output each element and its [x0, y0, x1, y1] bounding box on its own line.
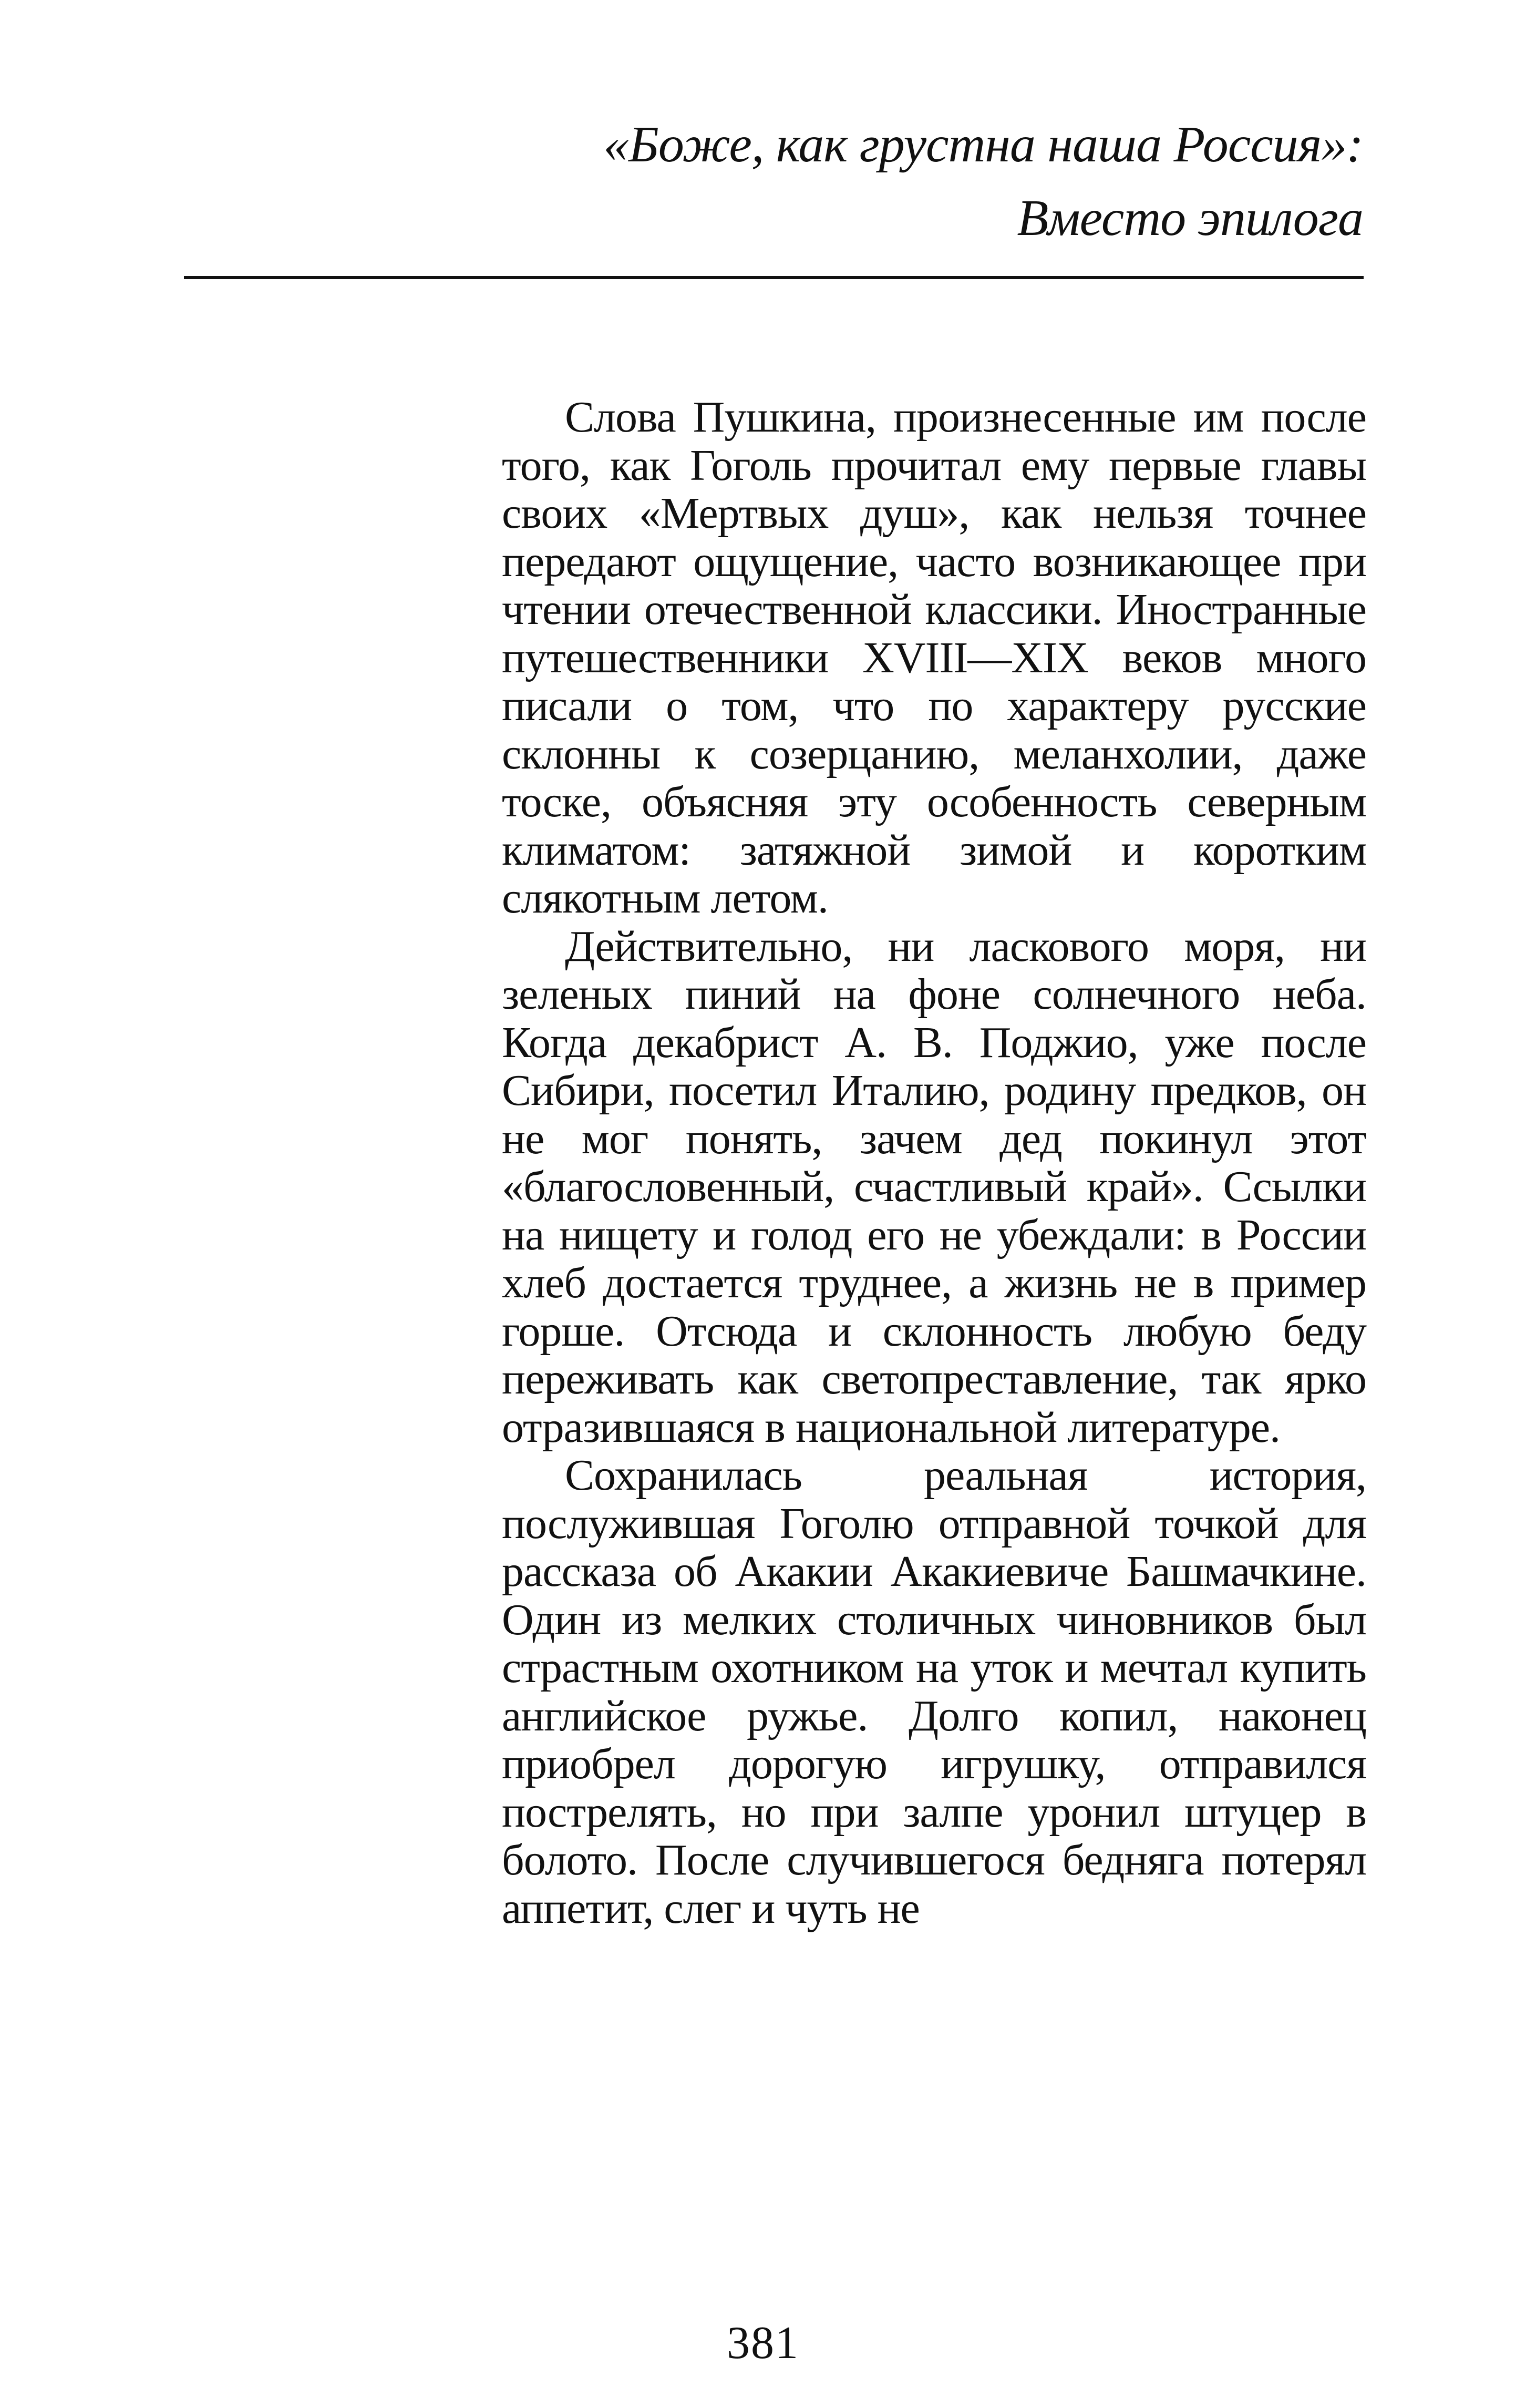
heading-divider: [184, 276, 1364, 279]
chapter-heading: [603, 108, 1363, 255]
body-text: [502, 393, 1366, 1932]
chapter-title-line-2: Вместо эпилога: [1017, 190, 1363, 247]
chapter-title-line-1: «Боже, как грустна наша Россия»:: [603, 116, 1363, 173]
paragraph-3: Сохранилась реальная история, послужившая Гоголю отправной точкой для рассказа об Акакии Акакиевиче Башмачкине. Один из мелких столичных чиновников был страстным охотником на уток и мечтал купить английское ружье. Долго копил, наконец приобрел дорогую игрушку, отправился пострелять, но при залпе уронил штуцер в болото. После случившегося бедняга потерял аппетит, слег и чуть не: [502, 1451, 1366, 1933]
page-number: 381: [727, 2318, 799, 2369]
paragraph-2: Действительно, ни ласкового моря, ни зеленых пиний на фоне солнечного неба. Когда декабрист А. В. Поджио, уже после Сибири, посетил Италию, родину предков, он не мог понять, зачем дед покинул этот «благословенный, счастливый край». Ссылки на нищету и голод его не убеждали: в России хлеб достается труднее, а жизнь не в пример горше. Отсюда и склонность любую беду переживать как светопреставление, так ярко отразившаяся в национальной литературе.: [502, 921, 1366, 1452]
paragraph-1: Слова Пушкина, произнесенные им после того, как Гоголь прочитал ему первые главы своих «Мертвых душ», как нельзя точнее передают ощущение, часто возникающее при чтении отечественной классики. Иностранные путешественники XVIII—XIX веков много писали о том, что по характеру русские склонны к созерцанию, меланхолии, даже тоске, объясняя эту особенность северным климатом: затяжной зимой и коротким слякотным летом.: [502, 393, 1366, 923]
